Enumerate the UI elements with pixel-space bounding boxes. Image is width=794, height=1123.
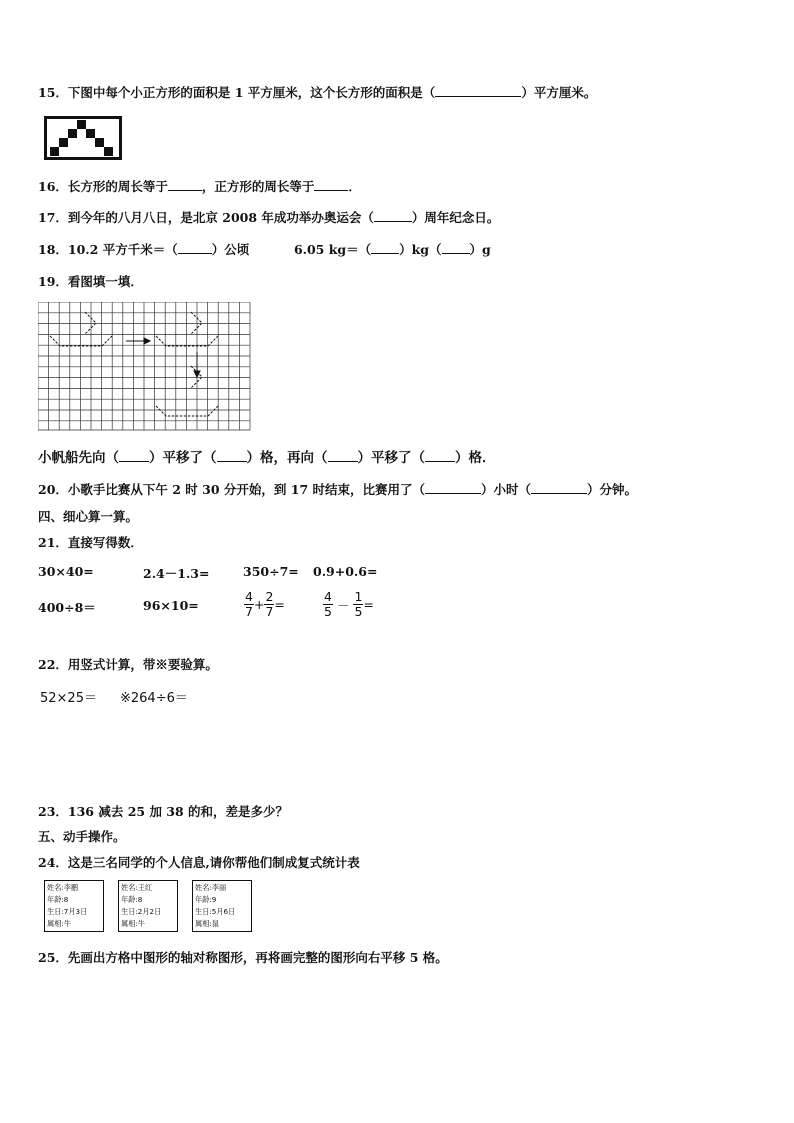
q19-grid-figure [38,302,252,432]
q16-blank-2[interactable] [314,178,348,191]
q19-grid-lines [38,302,250,430]
card-zodiac: 属相:牛 [47,919,71,928]
question-15 [38,83,596,101]
q19-boat-shapes [50,312,218,416]
q15-text-a: 15．下图中每个小正方形的面积是 1 平方厘米，这个长方形的面积是（ [38,85,436,100]
q18-text-b: ）公顷 [211,242,250,257]
fraction: $\frac{4}{5}$ [324,589,332,619]
q22-expr-2: ※264÷6＝ [120,691,188,706]
q21-title: 21．直接写得数． [38,535,143,550]
q19-blank-3[interactable] [328,449,358,462]
q22-expr-1: 52×25＝ [40,691,97,706]
q19-text-1: 小帆船先向（ [38,450,119,466]
q19-text-2: ）平移了（ [149,450,217,466]
q19-text-5: ）格． [455,450,496,466]
q18-text-e: ）g [469,242,491,257]
question-20 [38,480,637,498]
q15-rectangle-figure [44,116,122,160]
q21-expr-2: 2.4－1.3= [143,566,210,581]
fraction: $\frac{1}{5}$ [354,589,363,619]
q18-blank-3[interactable] [442,241,470,254]
card-birthday: 生日:7月3日 [47,907,88,916]
q19-text-4: ）平移了（ [357,450,425,466]
q18-text-c: 6.05 kg＝（ [293,242,372,257]
q21-expr-1: 30×40= [38,564,94,579]
q18-blank-1[interactable] [178,241,212,254]
card-birthday: 生日:5月6日 [195,907,236,916]
card-zodiac: 属相:牛 [121,919,145,928]
fraction: $\frac{2}{7}$ [265,589,274,619]
q19-blank-2[interactable] [217,449,247,462]
student-card-1 [44,880,104,932]
q20-text-c: ）分钟。 [587,482,638,497]
student-card-2 [118,880,178,932]
question-17 [38,208,499,226]
q18-text-a: 18．10.2 平方千米＝（ [38,242,178,257]
q19-blank-1[interactable] [119,449,149,462]
q18-blank-2[interactable] [371,241,399,254]
section-4-heading: 四、细心算一算。 [38,509,139,524]
q21-expr-4: 0.9+0.6= [313,564,378,579]
q20-text-b: ）小时（ [481,482,532,497]
card-name: 姓名:李鹏 [47,883,79,892]
question-18 [38,240,491,258]
q17-text-b: ）周年纪念日。 [411,210,500,225]
section-5-heading: 五、动手操作。 [38,829,126,844]
card-age: 年龄:8 [47,895,69,904]
q21-expr-3: 350÷7= [243,564,299,579]
q21-fraction-expr-1: $\frac{4}{7}$ + $\frac{2}{7}$ = [245,589,285,619]
q21-fraction-expr-2: $\frac{4}{5}$ － $\frac{1}{5}$ = [324,589,374,619]
q20-blank-1[interactable] [425,481,481,494]
q16-text-a: 16．长方形的周长等于 [38,179,168,194]
card-name: 姓名:王红 [121,883,153,892]
q19-sentence [38,446,496,466]
q19-title: 19．看图填一填． [38,274,143,289]
question-25: 25．先画出方格中图形的轴对称图形，再将画完整的图形向右平移 5 格。 [38,950,448,965]
fraction: $\frac{4}{7}$ [245,589,253,619]
q15-answer-blank[interactable] [435,84,521,97]
q15-grid [44,116,122,160]
q16-text-c: ． [348,179,361,194]
q16-blank-1[interactable] [168,178,202,191]
q20-blank-2[interactable] [531,481,587,494]
card-name: 姓名:李丽 [195,883,227,892]
card-age: 年龄:8 [121,895,143,904]
q21-expr-5: 400÷8＝ [38,600,96,615]
question-16 [38,177,361,195]
q17-text-a: 17．到今年的八月八日，是北京 2008 年成功举办奥运会（ [38,210,374,225]
q22-title: 22．用竖式计算，带※要验算。 [38,657,218,672]
q19-arrows [126,338,200,377]
q19-blank-4[interactable] [425,449,455,462]
q16-text-b: ，正方形的周长等于 [201,179,315,194]
card-birthday: 生日:2月2日 [121,907,162,916]
card-zodiac: 属相:鼠 [195,919,219,928]
q24-title: 24．这是三名同学的个人信息,请你帮他们制成复式统计表 [38,855,360,870]
q19-text-3: ）格，再向（ [246,450,328,466]
q21-expr-6: 96×10= [143,598,199,613]
q17-blank[interactable] [374,209,412,222]
q20-text-a: 20．小歌手比赛从下午 2 时 30 分开始，到 17 时结束，比赛用了（ [38,482,425,497]
question-23: 23．136 减去 25 加 38 的和，差是多少？ [38,804,289,819]
q18-text-d: ）kg（ [399,242,442,257]
q15-text-b: ）平方厘米。 [521,85,597,100]
card-age: 年龄:9 [195,895,217,904]
student-card-3 [192,880,252,932]
